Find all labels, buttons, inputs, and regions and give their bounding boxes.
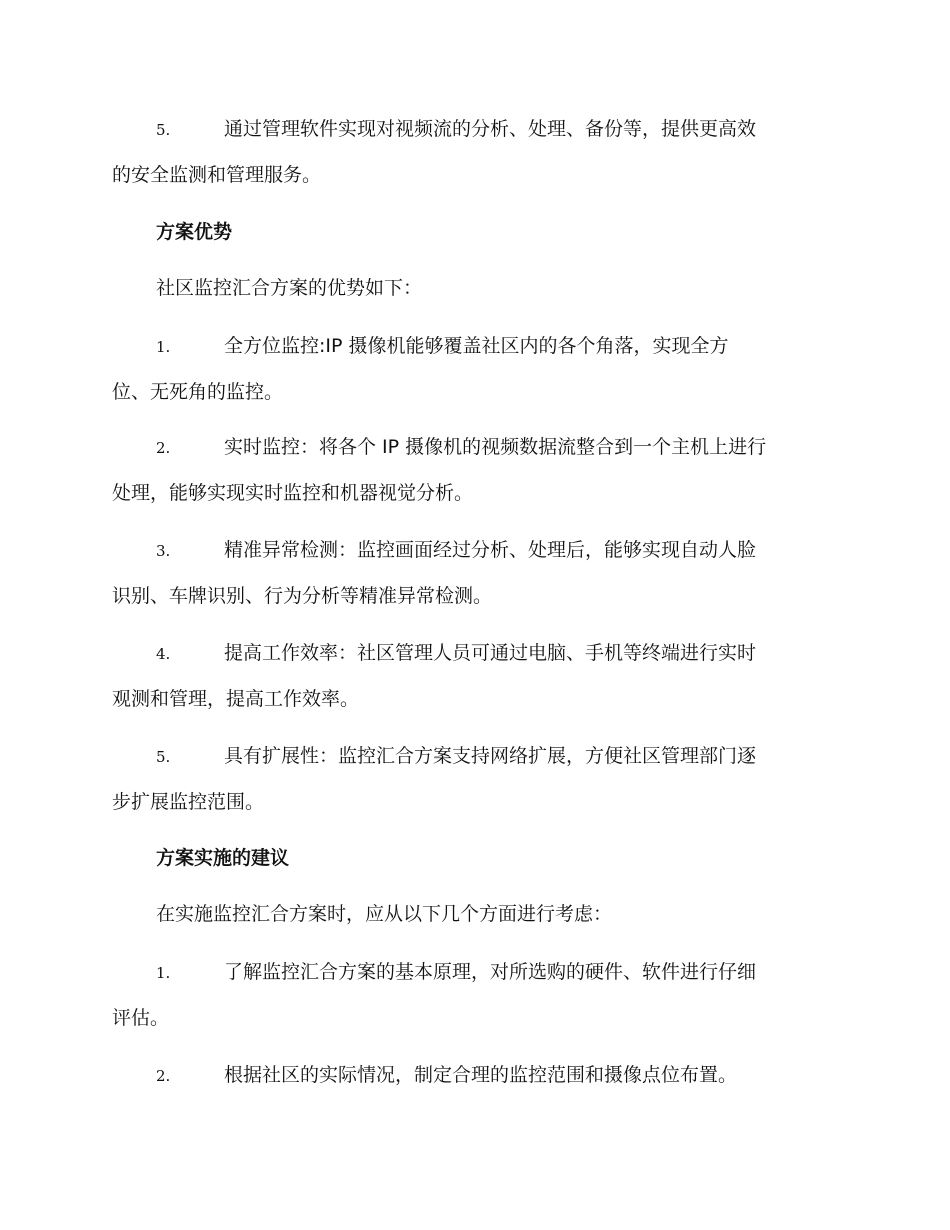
list-item xyxy=(112,527,838,619)
list-item xyxy=(112,424,838,516)
section-heading: 方案实施的建议 xyxy=(156,847,290,869)
item-text-line2: 处理，能够实现实时监控和机器视觉分析。 xyxy=(112,482,474,504)
list-item xyxy=(112,949,838,1041)
item-text-line2: 的安全监测和管理服务。 xyxy=(112,164,322,186)
list-item xyxy=(112,733,838,825)
item-number: 4. xyxy=(156,645,171,663)
item-text-line2: 步扩展监控范围。 xyxy=(112,791,265,813)
item-number: 2. xyxy=(156,1067,171,1085)
item-text-line1: 提高工作效率：社区管理人员可通过电脑、手机等终端进行实时 xyxy=(224,642,757,664)
item-number: 5. xyxy=(156,748,171,766)
item-number: 1. xyxy=(156,964,171,982)
item-text-line1: 根据社区的实际情况，制定合理的监控范围和摄像点位布置。 xyxy=(224,1064,738,1086)
item-number: 2. xyxy=(156,439,171,457)
list-item xyxy=(112,323,838,415)
item-text-line1: 精准异常检测：监控画面经过分析、处理后，能够实现自动人脸 xyxy=(224,539,757,561)
item-text-line1: 实时监控：将各个 IP 摄像机的视频数据流整合到一个主机上进行 xyxy=(224,436,767,458)
item-text-line2: 评估。 xyxy=(112,1007,170,1029)
list-item xyxy=(112,1052,838,1098)
intro-paragraph: 社区监控汇合方案的优势如下： xyxy=(156,277,423,299)
item-text-line2: 位、无死角的监控。 xyxy=(112,381,284,403)
item-text-line1: 全方位监控:IP 摄像机能够覆盖社区内的各个角落，实现全方 xyxy=(224,335,729,357)
list-item xyxy=(112,630,838,722)
item-text-line1: 了解监控汇合方案的基本原理，对所选购的硬件、软件进行仔细 xyxy=(224,961,757,983)
item-text-line2: 识别、车牌识别、行为分析等精准异常检测。 xyxy=(112,585,493,607)
item-number: 5. xyxy=(156,121,171,139)
item-text-line1: 具有扩展性：监控汇合方案支持网络扩展，方便社区管理部门逐 xyxy=(224,745,757,767)
list-item xyxy=(112,106,838,198)
intro-paragraph: 在实施监控汇合方案时，应从以下几个方面进行考虑： xyxy=(156,903,613,925)
item-text-line2: 观测和管理，提高工作效率。 xyxy=(112,688,360,710)
item-number: 1. xyxy=(156,338,171,356)
item-text-line1: 通过管理软件实现对视频流的分析、处理、备份等，提供更高效 xyxy=(224,118,757,140)
section-heading: 方案优势 xyxy=(156,221,233,243)
item-number: 3. xyxy=(156,542,171,560)
